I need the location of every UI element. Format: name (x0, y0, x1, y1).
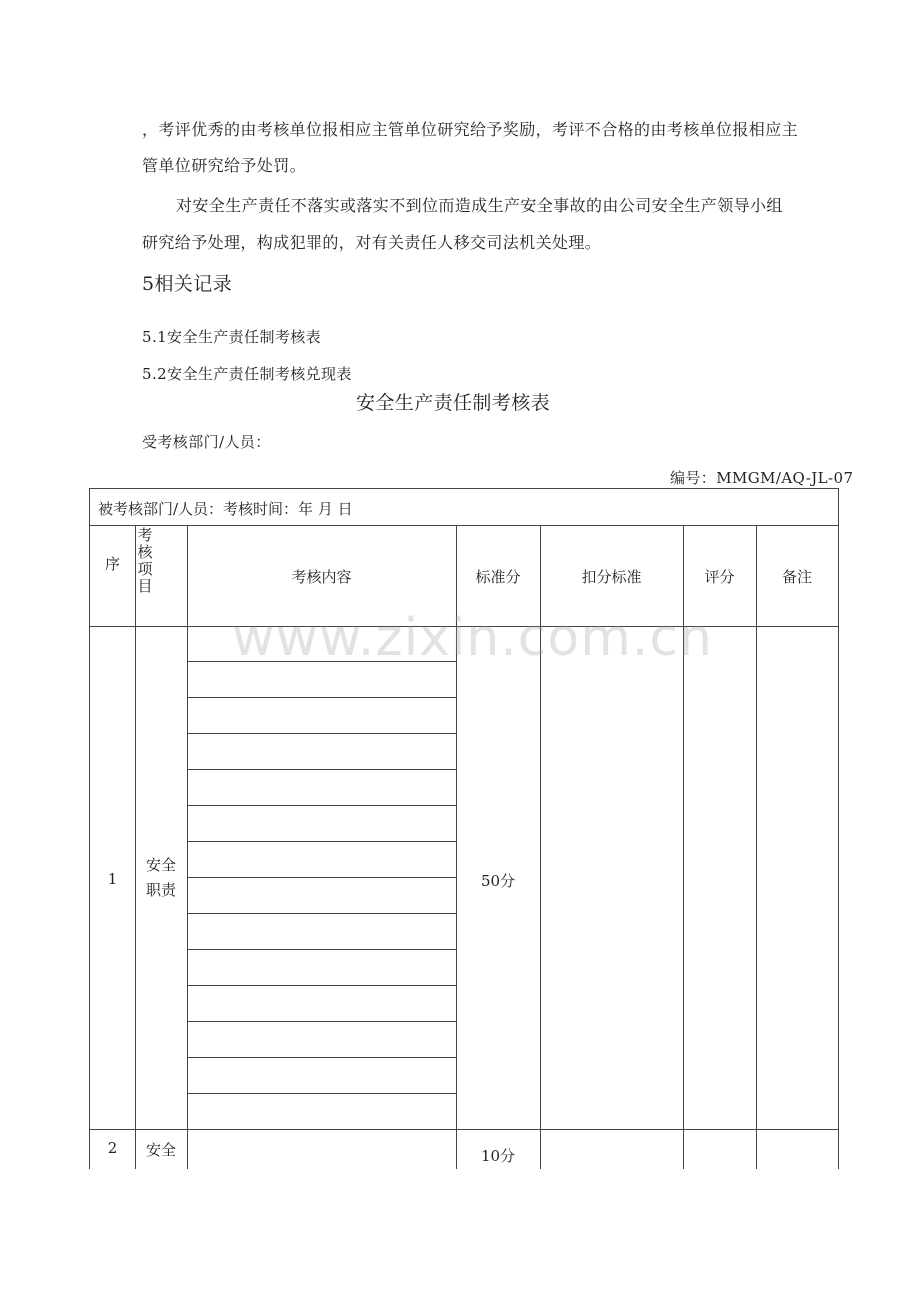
content-row-line (187, 733, 456, 734)
content-row-line (187, 877, 456, 878)
table-rule (187, 525, 188, 1169)
row-2-item: 安全 (145, 1141, 176, 1159)
header-content: 考核内容 (291, 568, 352, 586)
watermark: www.zixin.com.cn (232, 608, 713, 668)
header-score: 评分 (704, 568, 735, 586)
content-row-line (187, 805, 456, 806)
row-1-seq: 1 (107, 870, 118, 888)
header-item: 考核项目 (137, 526, 153, 595)
paragraph-1-line-1: ，考评优秀的由考核单位报相应主管单位研究给予奖励，考评不合格的由考核单位报相应主 (142, 120, 799, 139)
content-row-line (187, 769, 456, 770)
assessed-department-line: 受考核部门/人员： (142, 433, 271, 451)
paragraph-2-line-1: 对安全生产责任不落实或落实不到位而造成生产安全事故的由公司安全生产领导小组 (176, 196, 783, 215)
row-1-item: 安全职责 (145, 856, 176, 899)
row-2-standard-score: 10分 (480, 1147, 516, 1165)
record-item-1: 5.1安全生产责任制考核表 (142, 328, 322, 346)
section-heading: 5相关记录 (142, 273, 233, 295)
header-standard-score: 标准分 (475, 568, 521, 586)
row-1-standard-score: 50分 (480, 872, 516, 890)
form-code: 编号：MMGM/AQ-JL-07 (670, 469, 854, 487)
content-row-line (187, 1057, 456, 1058)
table-rule (90, 1129, 838, 1130)
content-row-line (187, 697, 456, 698)
content-row-line (187, 913, 456, 914)
table-rule (135, 525, 136, 1169)
header-seq: 序 (104, 555, 120, 573)
content-row-line (187, 949, 456, 950)
paragraph-1-line-2: 管单位研究给予处罚。 (142, 156, 307, 175)
content-row-line (187, 1093, 456, 1094)
table-info-row: 被考核部门/人员：考核时间：年 月 日 (98, 500, 353, 518)
table-rule (90, 525, 838, 526)
row-2-seq: 2 (107, 1139, 118, 1157)
paragraph-2-line-2: 研究给予处理，构成犯罪的，对有关责任人移交司法机关处理。 (142, 233, 602, 252)
assessment-table (89, 488, 839, 1169)
content-row-line (187, 985, 456, 986)
header-remark: 备注 (781, 568, 812, 586)
record-item-2: 5.2安全生产责任制考核兑现表 (142, 365, 352, 383)
form-title: 安全生产责任制考核表 (356, 392, 551, 414)
content-row-line (187, 841, 456, 842)
header-deduction-standard: 扣分标准 (581, 568, 642, 586)
table-rule (756, 525, 757, 1169)
content-row-line (187, 1021, 456, 1022)
